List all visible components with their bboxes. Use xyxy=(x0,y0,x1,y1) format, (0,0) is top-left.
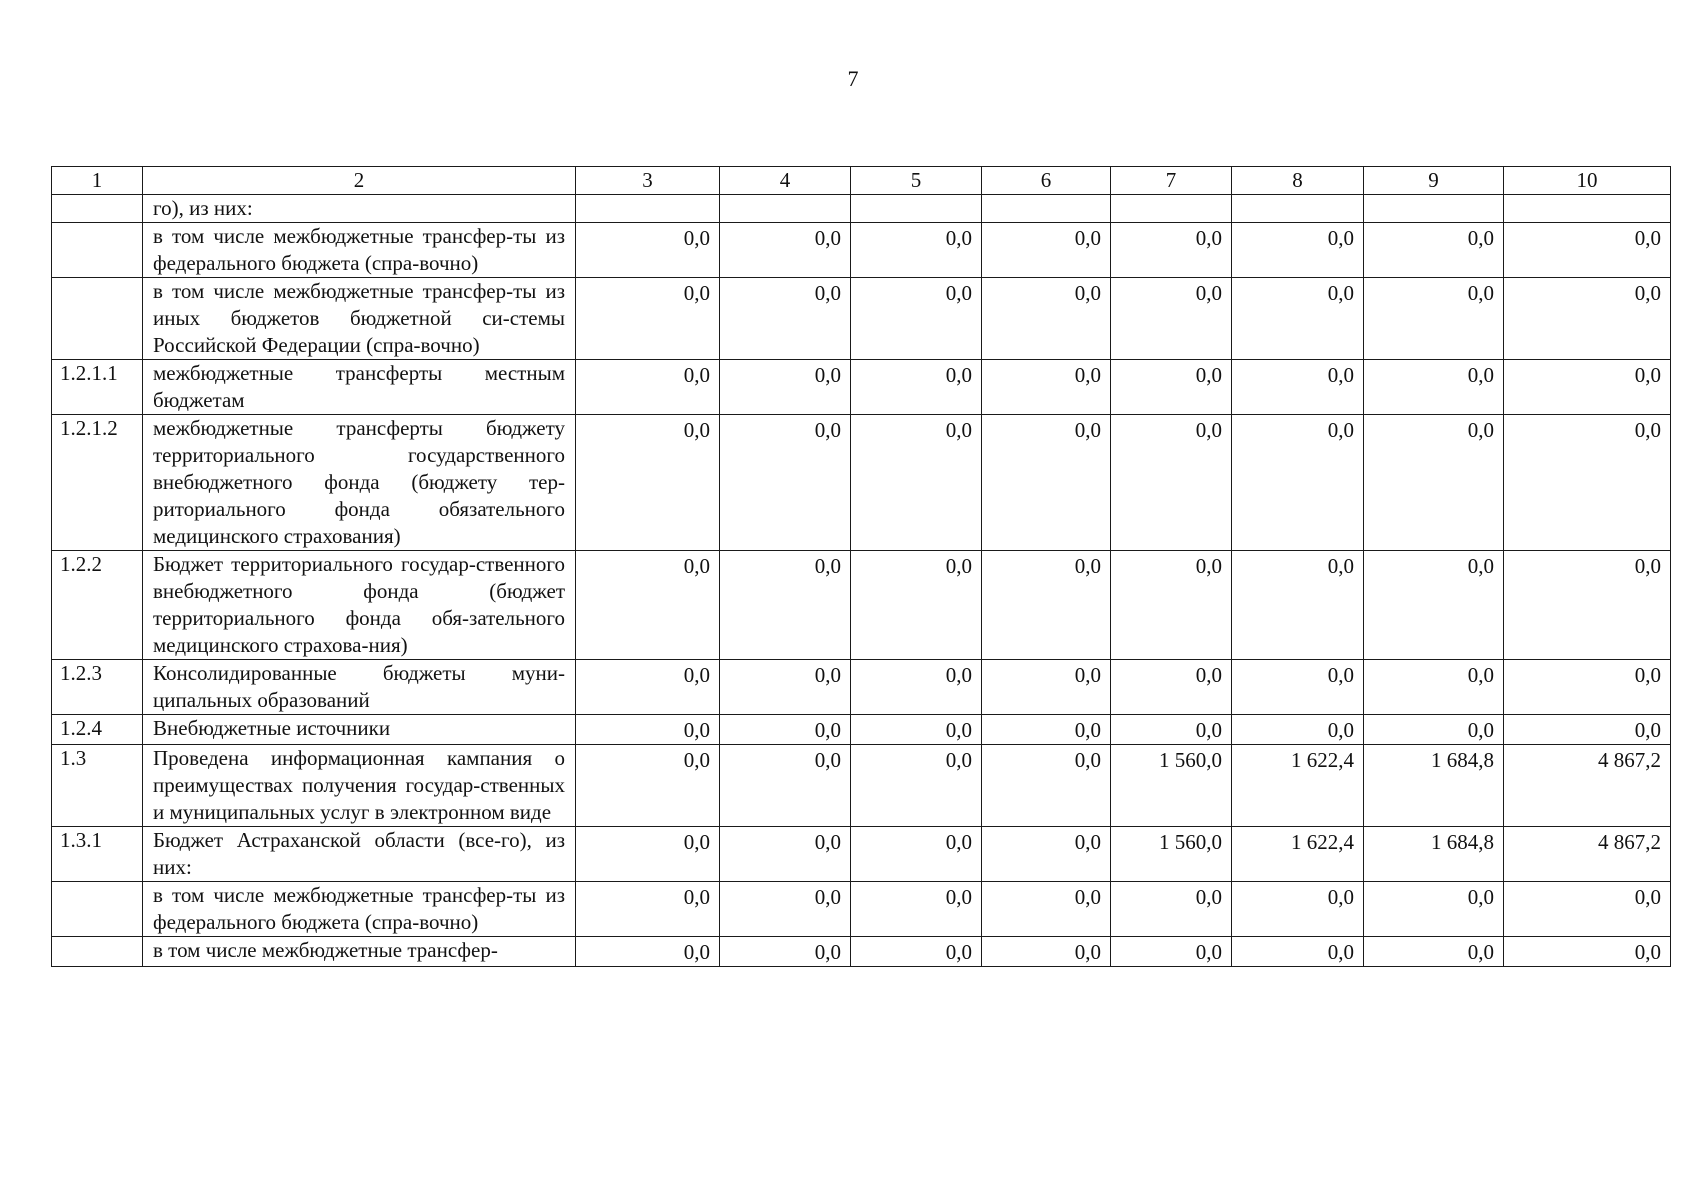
row-value-col-6: 0,0 xyxy=(982,745,1111,827)
header-col-10: 10 xyxy=(1504,167,1671,195)
row-value-col-7: 0,0 xyxy=(1111,715,1232,745)
row-value-col-8: 0,0 xyxy=(1232,360,1364,415)
row-description: в том числе межбюджетные трансфер-ты из федерального бюджета (спра-вочно) xyxy=(143,223,576,278)
header-row xyxy=(52,167,1671,195)
table-header xyxy=(52,167,1671,195)
row-value-col-3: 0,0 xyxy=(576,551,720,660)
table-row xyxy=(52,360,1671,415)
row-value-col-8: 0,0 xyxy=(1232,660,1364,715)
row-value-col-9: 0,0 xyxy=(1364,223,1504,278)
row-value-col-7: 0,0 xyxy=(1111,937,1232,967)
row-description: Внебюджетные источники xyxy=(143,715,576,745)
table-row xyxy=(52,278,1671,360)
row-value-col-6: 0,0 xyxy=(982,551,1111,660)
row-value-col-4: 0,0 xyxy=(720,415,851,551)
row-value-col-9: 0,0 xyxy=(1364,278,1504,360)
row-value-col-10: 0,0 xyxy=(1504,937,1671,967)
row-value-col-6 xyxy=(982,195,1111,223)
row-value-col-7: 0,0 xyxy=(1111,660,1232,715)
row-value-col-3: 0,0 xyxy=(576,278,720,360)
row-description: в том числе межбюджетные трансфер- xyxy=(143,937,576,967)
row-value-col-5: 0,0 xyxy=(851,937,982,967)
row-value-col-7: 0,0 xyxy=(1111,278,1232,360)
row-description: Бюджет Астраханской области (все-го), из них: xyxy=(143,827,576,882)
row-description: го), из них: xyxy=(143,195,576,223)
row-value-col-5: 0,0 xyxy=(851,660,982,715)
row-code xyxy=(52,278,143,360)
row-value-col-6: 0,0 xyxy=(982,715,1111,745)
row-value-col-9: 1 684,8 xyxy=(1364,827,1504,882)
row-value-col-6: 0,0 xyxy=(982,223,1111,278)
row-value-col-9: 0,0 xyxy=(1364,551,1504,660)
row-value-col-8: 0,0 xyxy=(1232,223,1364,278)
row-value-col-5: 0,0 xyxy=(851,715,982,745)
row-value-col-6: 0,0 xyxy=(982,415,1111,551)
row-value-col-5: 0,0 xyxy=(851,360,982,415)
table-row xyxy=(52,827,1671,882)
table-row xyxy=(52,937,1671,967)
row-value-col-7: 1 560,0 xyxy=(1111,745,1232,827)
table-row xyxy=(52,745,1671,827)
row-value-col-5: 0,0 xyxy=(851,415,982,551)
row-value-col-8: 1 622,4 xyxy=(1232,745,1364,827)
row-code xyxy=(52,882,143,937)
row-description: межбюджетные трансферты бюджету территориального государственного внебюджетного фонда (бюджету тер-риториального фонда обязательного медицинского страхования) xyxy=(143,415,576,551)
row-value-col-6: 0,0 xyxy=(982,937,1111,967)
row-code xyxy=(52,223,143,278)
row-value-col-5: 0,0 xyxy=(851,745,982,827)
row-value-col-6: 0,0 xyxy=(982,360,1111,415)
header-col-9: 9 xyxy=(1364,167,1504,195)
table-row xyxy=(52,882,1671,937)
row-value-col-9: 0,0 xyxy=(1364,660,1504,715)
row-value-col-10: 0,0 xyxy=(1504,415,1671,551)
table-row xyxy=(52,551,1671,660)
table-row xyxy=(52,660,1671,715)
row-value-col-3 xyxy=(576,195,720,223)
header-col-1: 1 xyxy=(52,167,143,195)
row-value-col-9 xyxy=(1364,195,1504,223)
row-code: 1.3.1 xyxy=(52,827,143,882)
row-value-col-8: 0,0 xyxy=(1232,882,1364,937)
row-value-col-4: 0,0 xyxy=(720,660,851,715)
row-value-col-4: 0,0 xyxy=(720,223,851,278)
table-row xyxy=(52,195,1671,223)
budget-table xyxy=(51,166,1671,967)
row-code xyxy=(52,937,143,967)
row-value-col-9: 0,0 xyxy=(1364,937,1504,967)
row-value-col-7 xyxy=(1111,195,1232,223)
row-value-col-7: 1 560,0 xyxy=(1111,827,1232,882)
row-value-col-4: 0,0 xyxy=(720,360,851,415)
header-col-6: 6 xyxy=(982,167,1111,195)
row-value-col-8: 0,0 xyxy=(1232,937,1364,967)
row-value-col-7: 0,0 xyxy=(1111,415,1232,551)
row-value-col-8: 0,0 xyxy=(1232,415,1364,551)
row-value-col-7: 0,0 xyxy=(1111,360,1232,415)
row-value-col-3: 0,0 xyxy=(576,415,720,551)
row-description: в том числе межбюджетные трансфер-ты из иных бюджетов бюджетной си-стемы Российской Федерации (спра-вочно) xyxy=(143,278,576,360)
row-value-col-5: 0,0 xyxy=(851,278,982,360)
table-body xyxy=(52,195,1671,967)
row-value-col-10: 0,0 xyxy=(1504,278,1671,360)
row-value-col-5: 0,0 xyxy=(851,551,982,660)
row-value-col-9: 0,0 xyxy=(1364,360,1504,415)
row-value-col-5: 0,0 xyxy=(851,223,982,278)
row-value-col-8: 0,0 xyxy=(1232,715,1364,745)
row-value-col-10: 0,0 xyxy=(1504,882,1671,937)
row-value-col-7: 0,0 xyxy=(1111,223,1232,278)
row-value-col-3: 0,0 xyxy=(576,882,720,937)
row-value-col-4: 0,0 xyxy=(720,715,851,745)
row-description: Консолидированные бюджеты муни-ципальных образований xyxy=(143,660,576,715)
header-col-4: 4 xyxy=(720,167,851,195)
table-row xyxy=(52,415,1671,551)
row-value-col-9: 0,0 xyxy=(1364,882,1504,937)
row-value-col-5 xyxy=(851,195,982,223)
row-value-col-10: 4 867,2 xyxy=(1504,827,1671,882)
header-col-3: 3 xyxy=(576,167,720,195)
row-value-col-10 xyxy=(1504,195,1671,223)
row-value-col-8: 1 622,4 xyxy=(1232,827,1364,882)
row-value-col-10: 4 867,2 xyxy=(1504,745,1671,827)
row-value-col-9: 0,0 xyxy=(1364,415,1504,551)
row-value-col-7: 0,0 xyxy=(1111,882,1232,937)
row-value-col-4: 0,0 xyxy=(720,827,851,882)
row-value-col-6: 0,0 xyxy=(982,882,1111,937)
row-value-col-5: 0,0 xyxy=(851,882,982,937)
header-col-7: 7 xyxy=(1111,167,1232,195)
row-value-col-6: 0,0 xyxy=(982,827,1111,882)
row-value-col-10: 0,0 xyxy=(1504,660,1671,715)
row-value-col-4: 0,0 xyxy=(720,551,851,660)
row-code: 1.2.3 xyxy=(52,660,143,715)
row-value-col-9: 1 684,8 xyxy=(1364,745,1504,827)
row-code xyxy=(52,195,143,223)
row-value-col-10: 0,0 xyxy=(1504,715,1671,745)
row-description: межбюджетные трансферты местным бюджетам xyxy=(143,360,576,415)
row-code: 1.3 xyxy=(52,745,143,827)
row-code: 1.2.1.1 xyxy=(52,360,143,415)
row-value-col-8: 0,0 xyxy=(1232,551,1364,660)
row-value-col-6: 0,0 xyxy=(982,278,1111,360)
row-code: 1.2.4 xyxy=(52,715,143,745)
row-value-col-3: 0,0 xyxy=(576,715,720,745)
row-value-col-6: 0,0 xyxy=(982,660,1111,715)
row-code: 1.2.2 xyxy=(52,551,143,660)
row-description: Проведена информационная кампания о преимуществах получения государ-ственных и муниципальных услуг в электронном виде xyxy=(143,745,576,827)
row-value-col-3: 0,0 xyxy=(576,660,720,715)
header-col-8: 8 xyxy=(1232,167,1364,195)
row-value-col-3: 0,0 xyxy=(576,827,720,882)
row-value-col-3: 0,0 xyxy=(576,937,720,967)
row-value-col-7: 0,0 xyxy=(1111,551,1232,660)
row-value-col-9: 0,0 xyxy=(1364,715,1504,745)
row-description: в том числе межбюджетные трансфер-ты из федерального бюджета (спра-вочно) xyxy=(143,882,576,937)
row-code: 1.2.1.2 xyxy=(52,415,143,551)
row-value-col-8 xyxy=(1232,195,1364,223)
row-value-col-4 xyxy=(720,195,851,223)
row-value-col-10: 0,0 xyxy=(1504,360,1671,415)
row-description: Бюджет территориального государ-ственного внебюджетного фонда (бюджет территориального фонда обя-зательного медицинского страхова-ния) xyxy=(143,551,576,660)
row-value-col-10: 0,0 xyxy=(1504,551,1671,660)
row-value-col-4: 0,0 xyxy=(720,937,851,967)
row-value-col-3: 0,0 xyxy=(576,223,720,278)
row-value-col-8: 0,0 xyxy=(1232,278,1364,360)
row-value-col-3: 0,0 xyxy=(576,745,720,827)
row-value-col-4: 0,0 xyxy=(720,882,851,937)
header-col-5: 5 xyxy=(851,167,982,195)
row-value-col-4: 0,0 xyxy=(720,278,851,360)
table-row xyxy=(52,715,1671,745)
row-value-col-3: 0,0 xyxy=(576,360,720,415)
header-col-2: 2 xyxy=(143,167,576,195)
row-value-col-5: 0,0 xyxy=(851,827,982,882)
page-number: 7 xyxy=(847,66,859,91)
row-value-col-10: 0,0 xyxy=(1504,223,1671,278)
table-row xyxy=(52,223,1671,278)
row-value-col-4: 0,0 xyxy=(720,745,851,827)
